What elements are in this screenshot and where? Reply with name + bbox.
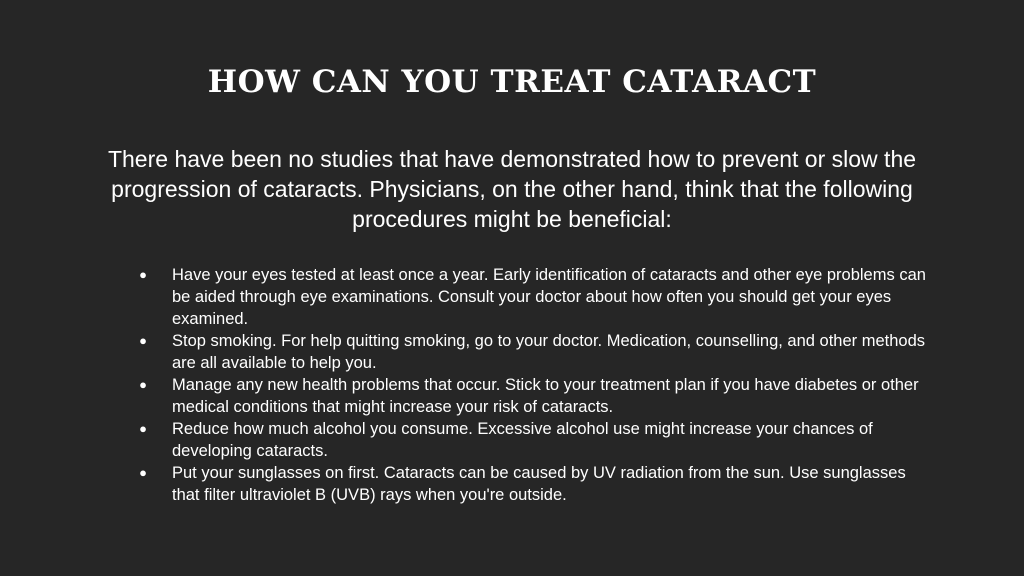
list-item-text: Manage any new health problems that occur. Stick to your treatment plan if you have diabetes or other medical conditions that might increase your risk of cataracts.: [172, 376, 919, 416]
list-item-text: Stop smoking. For help quitting smoking, go to your doctor. Medication, counselling, and other methods are all available to help you.: [172, 332, 926, 372]
list-item: [136, 330, 936, 374]
list-item-text: Put your sunglasses on first. Cataracts can be caused by UV radiation from the sun. Use sunglasses that filter ultraviolet B (UVB) rays when you're outside.: [172, 464, 906, 504]
slide-title: HOW CAN YOU TREAT CATARACT: [207, 64, 817, 100]
bullet-icon: ●: [139, 333, 147, 348]
list-item-text: Reduce how much alcohol you consume. Excessive alcohol use might increase your chances of developing cataracts.: [172, 420, 873, 460]
intro-paragraph: There have been no studies that have demonstrated how to prevent or slow the progression of cataracts. Physicians, on the other hand, think that the following procedures might be beneficial:: [107, 146, 917, 232]
bullet-icon: ●: [139, 377, 147, 392]
bullet-icon: ●: [139, 267, 147, 282]
bullet-icon: ●: [139, 465, 147, 480]
list-item: [136, 264, 936, 330]
bullet-list: [136, 264, 936, 506]
bullet-icon: ●: [139, 421, 147, 436]
list-item: [136, 418, 936, 462]
list-item-text: Have your eyes tested at least once a year. Early identification of cataracts and other eye problems can be aided through eye examinations. Consult your doctor about how often you should get your eyes examined.: [172, 266, 926, 328]
list-item: [136, 462, 936, 506]
list-item: [136, 374, 936, 418]
